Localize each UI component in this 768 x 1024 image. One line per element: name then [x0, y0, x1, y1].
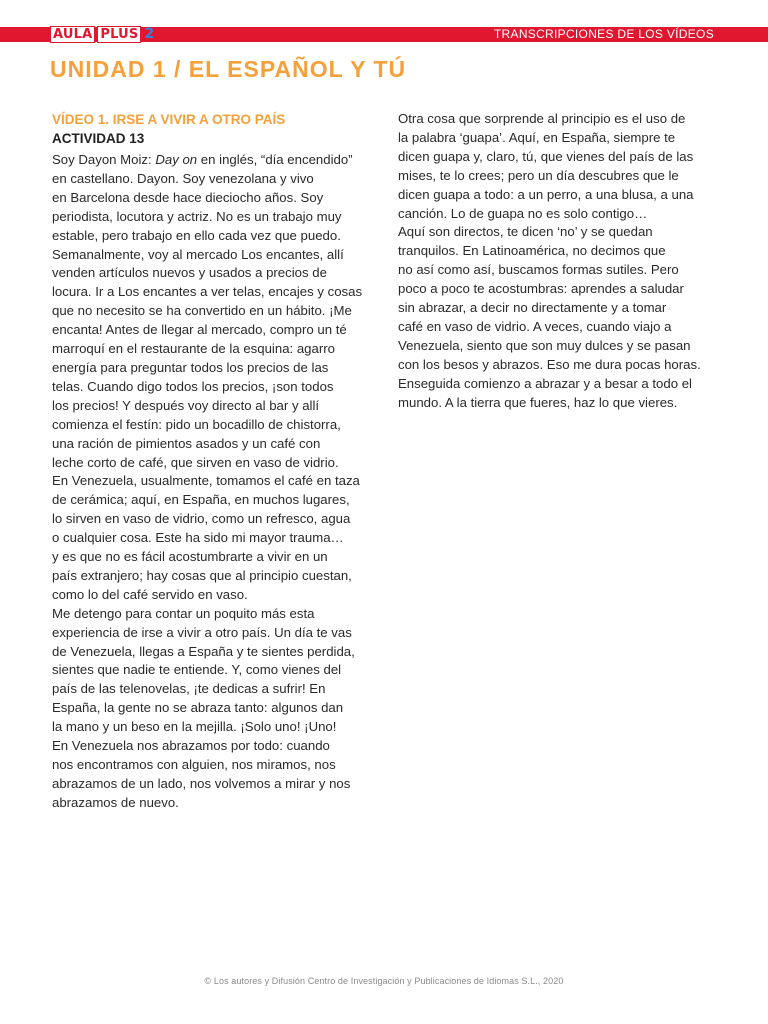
transcript-line: canción. Lo de guapa no es solo contigo…	[398, 205, 648, 221]
transcript-line: de cerámica; aquí, en España, en muchos lugares,	[52, 492, 350, 508]
transcript-line: Venezuela, siento que son muy dulces y se pasan	[398, 337, 691, 353]
transcript-line: sientes que nadie te entiende. Y, como vienes del	[52, 662, 342, 678]
transcript-line: Otra cosa que sorprende al principio es el uso de	[398, 111, 686, 126]
transcript-line: energía para preguntar todos los precios de las	[52, 359, 329, 375]
transcript-line: mises, te lo crees; pero un día descubres que le	[398, 167, 679, 183]
video-title: VÍDEO 1. IRSE A VIVIR A OTRO PAÍS	[52, 112, 286, 127]
transcript-line: abrazamos de un lado, nos volvemos a mirar y nos	[52, 775, 351, 791]
transcript-line: Me detengo para contar un poquito más esta	[52, 605, 315, 621]
transcript-line: la palabra ‘guapa’. Aquí, en España, siempre te	[398, 129, 676, 145]
transcript-line: como lo del café servido en vaso.	[52, 586, 248, 602]
transcript-line: Aquí son directos, te dicen ‘no’ y se quedan	[398, 224, 653, 240]
transcript-body-right	[398, 110, 718, 413]
transcript-line: una ración de pimientos asados y un café con	[52, 435, 321, 451]
transcript-line: locura. Ir a Los encantes a ver telas, encajes y cosas	[52, 284, 363, 300]
left-column	[52, 110, 372, 813]
transcript-line: no así como así, buscamos formas sutiles. Pero	[398, 262, 679, 278]
transcript-line: país extranjero; hay cosas que al principio cuestan,	[52, 567, 352, 583]
transcript-line: lo sirven en vaso de vidrio, como un refresco, agua	[52, 511, 351, 527]
transcript-line: en castellano. Dayon. Soy venezolana y vivo	[52, 170, 314, 186]
transcript-line: la mano y un beso en la mejilla. ¡Solo uno! ¡Uno!	[52, 719, 337, 735]
transcript-line: España, la gente no se abraza tanto: algunos dan	[52, 700, 344, 716]
right-column	[398, 110, 718, 413]
transcript-line: con los besos y abrazos. Eso me dura pocas horas.	[398, 356, 701, 372]
logo-plus: PLUS	[97, 26, 141, 43]
transcript-line: telas. Cuando digo todos los precios, ¡son todos	[52, 378, 334, 394]
transcript-line: y es que no es fácil acostumbrarte a vivir en un	[52, 549, 328, 565]
transcript-line: dicen guapa y, claro, tú, que vienes del país de las	[398, 148, 694, 164]
header-title: TRANSCRIPCIONES DE LOS VÍDEOS	[493, 27, 714, 41]
transcript-line: poco a poco te acostumbras: aprendes a saludar	[398, 281, 684, 297]
transcript-line: o cualquier cosa. Este ha sido mi mayor trauma…	[52, 530, 344, 546]
transcript-line: Soy Dayon Moiz: Day on en inglés, “día encendido”	[52, 152, 353, 167]
transcript-body-left	[52, 151, 372, 813]
activity-title: ACTIVIDAD 13	[52, 131, 145, 146]
transcript-line: sin abrazar, a decir no directamente y a tomar	[398, 300, 667, 316]
transcript-line: tranquilos. En Latinoamérica, no decimos que	[398, 243, 666, 259]
transcript-line: estable, pero trabajo en ello cada vez que puedo.	[52, 227, 341, 243]
transcript-line: En Venezuela, usualmente, tomamos el café en taza	[52, 473, 360, 489]
transcript-line: Enseguida comienzo a abrazar y a besar a todo el	[398, 375, 692, 391]
transcript-line: país de las telenovelas, ¡te dedicas a sufrir! En	[52, 681, 326, 697]
transcript-line: café en vaso de vidrio. A veces, cuando viajo a	[398, 318, 672, 334]
logo-aula: AULA	[50, 26, 95, 43]
transcript-line: mundo. A la tierra que fueres, haz lo que vieres.	[398, 394, 678, 410]
transcript-line: nos encontramos con alguien, nos miramos, nos	[52, 757, 336, 772]
logo-number: 2	[144, 26, 155, 42]
transcript-line: experiencia de irse a vivir a otro país. Un día te vas	[52, 624, 352, 640]
transcript-line: comienza el festín: pido un bocadillo de chistorra,	[52, 416, 341, 432]
transcript-line: Semanalmente, voy al mercado Los encantes, allí	[52, 246, 344, 262]
aula-plus-logo	[50, 26, 154, 43]
transcript-line: venden artículos nuevos y usados a precios de	[52, 265, 327, 281]
transcript-line: leche corto de café, que sirven en vaso de vidrio.	[52, 454, 339, 470]
transcript-line: encanta! Antes de llegar al mercado, compro un té	[52, 322, 347, 338]
copyright-footer: © Los autores y Difusión Centro de Investigación y Publicaciones de Idiomas S.L., 2020	[204, 976, 564, 986]
transcript-line: periodista, locutora y actriz. No es un trabajo muy	[52, 208, 342, 224]
transcript-line: marroquí en el restaurante de la esquina: agarro	[52, 341, 335, 357]
transcript-line: abrazamos de nuevo.	[52, 794, 179, 810]
transcript-line: que no necesito se ha convertido en un hábito. ¡Me	[52, 303, 352, 319]
transcript-line: los precios! Y después voy directo al bar y allí	[52, 397, 320, 413]
unit-title: UNIDAD 1 / EL ESPAÑOL Y TÚ	[50, 56, 407, 82]
transcript-line: en Barcelona desde hace dieciocho años. Soy	[52, 189, 324, 205]
transcript-line: En Venezuela nos abrazamos por todo: cuando	[52, 738, 330, 754]
transcript-line: dicen guapa a todo: a un perro, a una blusa, a una	[398, 186, 694, 202]
transcript-line: de Venezuela, llegas a España y te sientes perdida,	[52, 643, 355, 659]
